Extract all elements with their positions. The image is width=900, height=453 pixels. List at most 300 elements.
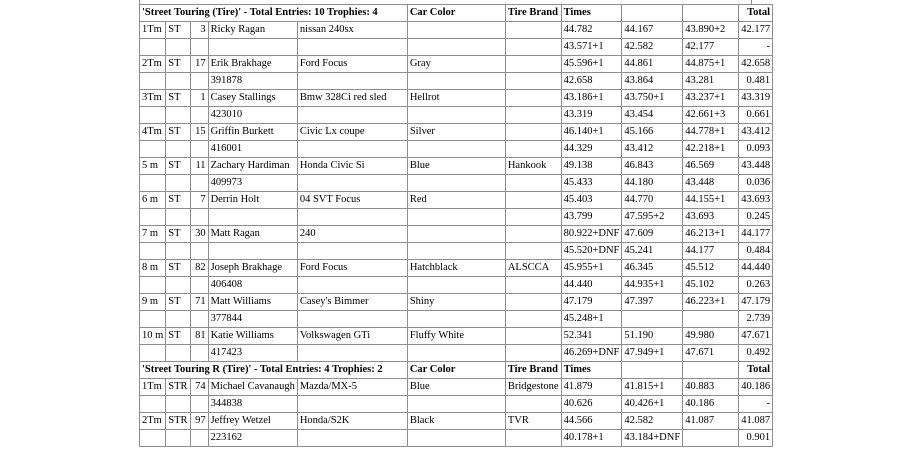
blank-cell xyxy=(190,175,208,192)
car-number-cell: 7 xyxy=(190,192,208,209)
run-time-cell: 43.799 xyxy=(561,209,622,226)
total-time-cell: 47.671 xyxy=(739,328,773,345)
blank-cell xyxy=(407,141,505,158)
member-number-cell: 344838 xyxy=(208,396,297,413)
tire-brand-cell: Bridgestone xyxy=(505,379,561,396)
class-title: 'Street Touring (Tire)' - Total Entries: 10 Trophies: 4 xyxy=(140,5,408,22)
car-number-cell: 11 xyxy=(190,158,208,175)
total-time-cell: 43.693 xyxy=(739,192,773,209)
blank-cell xyxy=(297,73,407,90)
entry-subrow xyxy=(140,311,773,328)
blank-cell xyxy=(297,311,407,328)
driver-cell: Katie Williams xyxy=(208,328,297,345)
driver-cell: Matt Ragan xyxy=(208,226,297,243)
entry-subrow xyxy=(140,39,773,56)
car-number-cell: 81 xyxy=(190,328,208,345)
member-number-cell xyxy=(208,39,297,56)
car-number-cell: 82 xyxy=(190,260,208,277)
blank-cell xyxy=(140,277,166,294)
member-number-cell: 391878 xyxy=(208,73,297,90)
times-header: Times xyxy=(561,5,622,22)
entry-row xyxy=(140,379,773,396)
entry-row xyxy=(140,158,773,175)
time-diff-cell: 0.661 xyxy=(739,107,773,124)
car-cell: 240 xyxy=(297,226,407,243)
car-number-cell: 71 xyxy=(190,294,208,311)
run-time-cell: 40.426+1 xyxy=(622,396,683,413)
total-time-cell: 43.412 xyxy=(739,124,773,141)
blank-cell xyxy=(166,73,190,90)
run-time-cell: 42.658 xyxy=(561,73,622,90)
tire-brand-cell xyxy=(505,56,561,73)
car-number-cell: 3 xyxy=(190,22,208,39)
position-cell: 9 m xyxy=(140,294,166,311)
car-cell: Civic Lx coupe xyxy=(297,124,407,141)
member-number-cell: 377844 xyxy=(208,311,297,328)
member-number-cell: 417423 xyxy=(208,345,297,362)
run-time-cell: 49.138 xyxy=(561,158,622,175)
total-time-cell: 41.087 xyxy=(739,413,773,430)
car-color-cell: Fluffy White xyxy=(407,328,505,345)
entry-subrow xyxy=(140,430,773,447)
entry-row xyxy=(140,226,773,243)
position-cell: 2Tm xyxy=(140,413,166,430)
total-time-cell: 44.177 xyxy=(739,226,773,243)
position-cell: 7 m xyxy=(140,226,166,243)
time-diff-cell: 0.492 xyxy=(739,345,773,362)
class-header-row xyxy=(140,362,773,379)
run-time-cell: 45.403 xyxy=(561,192,622,209)
position-cell: 1Tm xyxy=(140,379,166,396)
blank-cell xyxy=(190,141,208,158)
car-number-cell: 74 xyxy=(190,379,208,396)
blank-cell xyxy=(505,396,561,413)
blank-cell xyxy=(166,175,190,192)
run-time-cell: 44.770 xyxy=(622,192,683,209)
total-header: Total xyxy=(739,5,773,22)
blank-cell xyxy=(505,277,561,294)
blank-cell xyxy=(166,396,190,413)
total-time-cell: 47.179 xyxy=(739,294,773,311)
run-time-cell: 44.778+1 xyxy=(683,124,739,141)
car-color-cell: Hellrot xyxy=(407,90,505,107)
entry-subrow xyxy=(140,107,773,124)
run-time-cell: 43.890+2 xyxy=(683,22,739,39)
member-number-cell: 409973 xyxy=(208,175,297,192)
blank-cell xyxy=(407,73,505,90)
class-cell: STR xyxy=(166,379,190,396)
car-cell: Ford Focus xyxy=(297,260,407,277)
run-time-cell: 46.140+1 xyxy=(561,124,622,141)
total-header: Total xyxy=(739,362,773,379)
tire-brand-header: Tire Brand xyxy=(505,5,561,22)
run-time-cell: 45.102 xyxy=(683,277,739,294)
car-color-cell xyxy=(407,226,505,243)
time-diff-cell: 0.036 xyxy=(739,175,773,192)
run-time-cell: 43.412 xyxy=(622,141,683,158)
run-time-cell: 42.582 xyxy=(622,413,683,430)
entry-row xyxy=(140,328,773,345)
car-cell: Honda Civic Si xyxy=(297,158,407,175)
class-title: 'Street Touring R (Tire)' - Total Entries: 4 Trophies: 2 xyxy=(140,362,408,379)
run-time-cell: 42.177 xyxy=(683,39,739,56)
run-time-cell: 43.319 xyxy=(561,107,622,124)
run-time-cell: 40.178+1 xyxy=(561,430,622,447)
member-number-cell xyxy=(208,209,297,226)
blank-cell xyxy=(505,243,561,260)
run-time-cell: 42.582 xyxy=(622,39,683,56)
blank-cell xyxy=(407,107,505,124)
run-time-cell: 40.883 xyxy=(683,379,739,396)
total-time-cell: 42.658 xyxy=(739,56,773,73)
class-header-row xyxy=(140,5,773,22)
blank-cell xyxy=(140,396,166,413)
entry-row xyxy=(140,124,773,141)
position-cell: 6 m xyxy=(140,192,166,209)
car-cell: Volkswagen GTi xyxy=(297,328,407,345)
car-cell: 04 SVT Focus xyxy=(297,192,407,209)
driver-cell: Michael Cavanaugh xyxy=(208,379,297,396)
blank-cell xyxy=(297,243,407,260)
car-color-cell: Shiny xyxy=(407,294,505,311)
entry-row xyxy=(140,260,773,277)
run-time-cell xyxy=(683,430,739,447)
car-color-cell: Blue xyxy=(407,158,505,175)
run-time-cell: 43.184+DNF xyxy=(622,430,683,447)
blank-cell xyxy=(297,345,407,362)
tire-brand-cell xyxy=(505,22,561,39)
tire-brand-cell xyxy=(505,328,561,345)
blank-cell xyxy=(190,39,208,56)
entry-subrow xyxy=(140,277,773,294)
blank-cell xyxy=(166,430,190,447)
blank-cell xyxy=(140,345,166,362)
run-time-cell: 47.609 xyxy=(622,226,683,243)
blank-cell xyxy=(297,175,407,192)
car-color-cell: Silver xyxy=(407,124,505,141)
run-time-cell: 43.237+1 xyxy=(683,90,739,107)
blank-cell xyxy=(407,175,505,192)
blank-cell xyxy=(190,345,208,362)
total-time-cell: 43.448 xyxy=(739,158,773,175)
position-cell: 10 m xyxy=(140,328,166,345)
entry-row xyxy=(140,90,773,107)
blank-cell xyxy=(505,73,561,90)
class-cell: ST xyxy=(166,294,190,311)
run-time-cell: 46.223+1 xyxy=(683,294,739,311)
blank-cell xyxy=(407,243,505,260)
blank-cell xyxy=(297,141,407,158)
run-time-cell: 41.087 xyxy=(683,413,739,430)
total-time-cell: 44.440 xyxy=(739,260,773,277)
tire-brand-cell xyxy=(505,192,561,209)
tire-brand-cell: ALSCCA xyxy=(505,260,561,277)
time-diff-cell: 0.263 xyxy=(739,277,773,294)
blank-cell xyxy=(166,107,190,124)
total-time-cell: 40.186 xyxy=(739,379,773,396)
blank-cell xyxy=(407,209,505,226)
blank-cell xyxy=(166,39,190,56)
run-time-cell: 43.571+1 xyxy=(561,39,622,56)
car-number-cell: 15 xyxy=(190,124,208,141)
run-time-cell: 44.935+1 xyxy=(622,277,683,294)
car-color-cell: Blue xyxy=(407,379,505,396)
run-time-cell: 43.454 xyxy=(622,107,683,124)
class-cell: ST xyxy=(166,328,190,345)
time-diff-cell: 0.093 xyxy=(739,141,773,158)
run-time-cell: 47.179 xyxy=(561,294,622,311)
tire-brand-cell xyxy=(505,294,561,311)
run-time-cell: 45.955+1 xyxy=(561,260,622,277)
car-color-cell: Hatchblack xyxy=(407,260,505,277)
position-cell: 1Tm xyxy=(140,22,166,39)
car-cell: nissan 240sx xyxy=(297,22,407,39)
blank-cell xyxy=(140,209,166,226)
car-color-cell: Red xyxy=(407,192,505,209)
entry-row xyxy=(140,22,773,39)
blank-cell xyxy=(407,277,505,294)
driver-cell: Casey Stallings xyxy=(208,90,297,107)
time-diff-cell: 0.245 xyxy=(739,209,773,226)
time-diff-cell: - xyxy=(739,39,773,56)
blank-cell xyxy=(505,430,561,447)
entry-subrow xyxy=(140,141,773,158)
run-time-cell: 41.879 xyxy=(561,379,622,396)
blank-cell xyxy=(407,39,505,56)
times-header-blank xyxy=(622,362,683,379)
blank-cell xyxy=(297,107,407,124)
car-color-cell: Black xyxy=(407,413,505,430)
blank-cell xyxy=(505,175,561,192)
blank-cell xyxy=(190,396,208,413)
blank-cell xyxy=(166,345,190,362)
car-cell: Bmw 328Ci red sled xyxy=(297,90,407,107)
run-time-cell: 52.341 xyxy=(561,328,622,345)
position-cell: 8 m xyxy=(140,260,166,277)
class-cell: ST xyxy=(166,22,190,39)
blank-cell xyxy=(505,39,561,56)
run-time-cell: 43.693 xyxy=(683,209,739,226)
blank-cell xyxy=(297,209,407,226)
total-time-cell: 42.177 xyxy=(739,22,773,39)
driver-cell: Griffin Burkett xyxy=(208,124,297,141)
run-time-cell: 44.329 xyxy=(561,141,622,158)
run-time-cell: 44.566 xyxy=(561,413,622,430)
driver-cell: Joseph Brakhage xyxy=(208,260,297,277)
position-cell: 4Tm xyxy=(140,124,166,141)
driver-cell: Matt Williams xyxy=(208,294,297,311)
class-cell: ST xyxy=(166,158,190,175)
car-cell: Casey's Bimmer xyxy=(297,294,407,311)
run-time-cell: 44.782 xyxy=(561,22,622,39)
driver-cell: Jeffrey Wetzel xyxy=(208,413,297,430)
run-time-cell: 47.595+2 xyxy=(622,209,683,226)
run-time-cell: 47.949+1 xyxy=(622,345,683,362)
run-time-cell: 46.843 xyxy=(622,158,683,175)
driver-cell: Erik Brakhage xyxy=(208,56,297,73)
time-diff-cell: 0.484 xyxy=(739,243,773,260)
driver-cell: Ricky Ragan xyxy=(208,22,297,39)
blank-cell xyxy=(166,243,190,260)
car-color-cell: Gray xyxy=(407,56,505,73)
car-cell: Ford Focus xyxy=(297,56,407,73)
blank-cell xyxy=(190,209,208,226)
run-time-cell: 45.596+1 xyxy=(561,56,622,73)
times-header-blank xyxy=(683,362,739,379)
run-time-cell: 46.269+DNF xyxy=(561,345,622,362)
run-time-cell: 46.213+1 xyxy=(683,226,739,243)
run-time-cell: 43.864 xyxy=(622,73,683,90)
run-time-cell: 80.922+DNF xyxy=(561,226,622,243)
blank-cell xyxy=(166,209,190,226)
car-number-cell: 30 xyxy=(190,226,208,243)
run-time-cell: 49.980 xyxy=(683,328,739,345)
blank-cell xyxy=(297,430,407,447)
blank-cell xyxy=(140,141,166,158)
tire-brand-header: Tire Brand xyxy=(505,362,561,379)
run-time-cell: 45.166 xyxy=(622,124,683,141)
blank-cell xyxy=(190,73,208,90)
entry-row xyxy=(140,56,773,73)
blank-cell xyxy=(140,107,166,124)
car-number-cell: 1 xyxy=(190,90,208,107)
member-number-cell xyxy=(208,243,297,260)
run-time-cell: 45.512 xyxy=(683,260,739,277)
run-time-cell: 51.190 xyxy=(622,328,683,345)
blank-cell xyxy=(407,311,505,328)
run-time-cell: 42.218+1 xyxy=(683,141,739,158)
position-cell: 5 m xyxy=(140,158,166,175)
tire-brand-cell xyxy=(505,226,561,243)
run-time-cell: 45.248+1 xyxy=(561,311,622,328)
run-time-cell: 45.241 xyxy=(622,243,683,260)
entry-row xyxy=(140,413,773,430)
run-time-cell: 44.155+1 xyxy=(683,192,739,209)
time-diff-cell: 0.901 xyxy=(739,430,773,447)
run-time-cell: 44.177 xyxy=(683,243,739,260)
blank-cell xyxy=(407,430,505,447)
run-time-cell xyxy=(683,311,739,328)
tire-brand-cell: Hankook xyxy=(505,158,561,175)
run-time-cell xyxy=(622,311,683,328)
entry-row xyxy=(140,192,773,209)
tire-brand-cell: TVR xyxy=(505,413,561,430)
run-time-cell: 43.186+1 xyxy=(561,90,622,107)
class-cell: ST xyxy=(166,192,190,209)
times-header-blank xyxy=(622,5,683,22)
run-time-cell: 45.433 xyxy=(561,175,622,192)
entry-subrow xyxy=(140,175,773,192)
class-cell: ST xyxy=(166,124,190,141)
run-time-cell: 42.661+3 xyxy=(683,107,739,124)
blank-cell xyxy=(505,141,561,158)
entry-subrow xyxy=(140,73,773,90)
time-diff-cell: 0.481 xyxy=(739,73,773,90)
tire-brand-cell xyxy=(505,90,561,107)
member-number-cell: 423010 xyxy=(208,107,297,124)
time-diff-cell: - xyxy=(739,396,773,413)
run-time-cell: 43.281 xyxy=(683,73,739,90)
run-time-cell: 45.520+DNF xyxy=(561,243,622,260)
blank-cell xyxy=(140,39,166,56)
results-table xyxy=(139,4,773,447)
class-cell: ST xyxy=(166,226,190,243)
run-time-cell: 46.345 xyxy=(622,260,683,277)
blank-cell xyxy=(140,311,166,328)
blank-cell xyxy=(505,311,561,328)
blank-cell xyxy=(140,73,166,90)
blank-cell xyxy=(140,243,166,260)
blank-cell xyxy=(407,396,505,413)
blank-cell xyxy=(190,243,208,260)
run-time-cell: 41.815+1 xyxy=(622,379,683,396)
time-diff-cell: 2.739 xyxy=(739,311,773,328)
class-cell: STR xyxy=(166,413,190,430)
car-number-cell: 17 xyxy=(190,56,208,73)
entry-row xyxy=(140,294,773,311)
blank-cell xyxy=(297,277,407,294)
run-time-cell: 44.861 xyxy=(622,56,683,73)
run-time-cell: 47.671 xyxy=(683,345,739,362)
entry-subrow xyxy=(140,243,773,260)
car-color-header: Car Color xyxy=(407,362,505,379)
driver-cell: Zachary Hardiman xyxy=(208,158,297,175)
car-color-cell xyxy=(407,22,505,39)
class-cell: ST xyxy=(166,56,190,73)
blank-cell xyxy=(505,107,561,124)
position-cell: 2Tm xyxy=(140,56,166,73)
total-time-cell: 43.319 xyxy=(739,90,773,107)
blank-cell xyxy=(190,430,208,447)
entry-subrow xyxy=(140,209,773,226)
blank-cell xyxy=(140,430,166,447)
driver-cell: Derrin Holt xyxy=(208,192,297,209)
car-cell: Honda/S2K xyxy=(297,413,407,430)
blank-cell xyxy=(190,277,208,294)
run-time-cell: 43.448 xyxy=(683,175,739,192)
blank-cell xyxy=(166,311,190,328)
blank-cell xyxy=(190,311,208,328)
class-cell: ST xyxy=(166,260,190,277)
blank-cell xyxy=(297,396,407,413)
run-time-cell: 40.626 xyxy=(561,396,622,413)
blank-cell xyxy=(166,141,190,158)
blank-cell xyxy=(505,345,561,362)
blank-cell xyxy=(140,175,166,192)
run-time-cell: 46.569 xyxy=(683,158,739,175)
blank-cell xyxy=(166,277,190,294)
member-number-cell: 223162 xyxy=(208,430,297,447)
run-time-cell: 43.750+1 xyxy=(622,90,683,107)
blank-cell xyxy=(505,209,561,226)
entry-subrow xyxy=(140,396,773,413)
blank-cell xyxy=(297,39,407,56)
run-time-cell: 44.180 xyxy=(622,175,683,192)
member-number-cell: 416001 xyxy=(208,141,297,158)
times-header-blank xyxy=(683,5,739,22)
run-time-cell: 40.186 xyxy=(683,396,739,413)
car-number-cell: 97 xyxy=(190,413,208,430)
run-time-cell: 47.397 xyxy=(622,294,683,311)
blank-cell xyxy=(190,107,208,124)
run-time-cell: 44.440 xyxy=(561,277,622,294)
car-color-header: Car Color xyxy=(407,5,505,22)
class-cell: ST xyxy=(166,90,190,107)
car-cell: Mazda/MX-5 xyxy=(297,379,407,396)
entry-subrow xyxy=(140,345,773,362)
tire-brand-cell xyxy=(505,124,561,141)
member-number-cell: 406408 xyxy=(208,277,297,294)
